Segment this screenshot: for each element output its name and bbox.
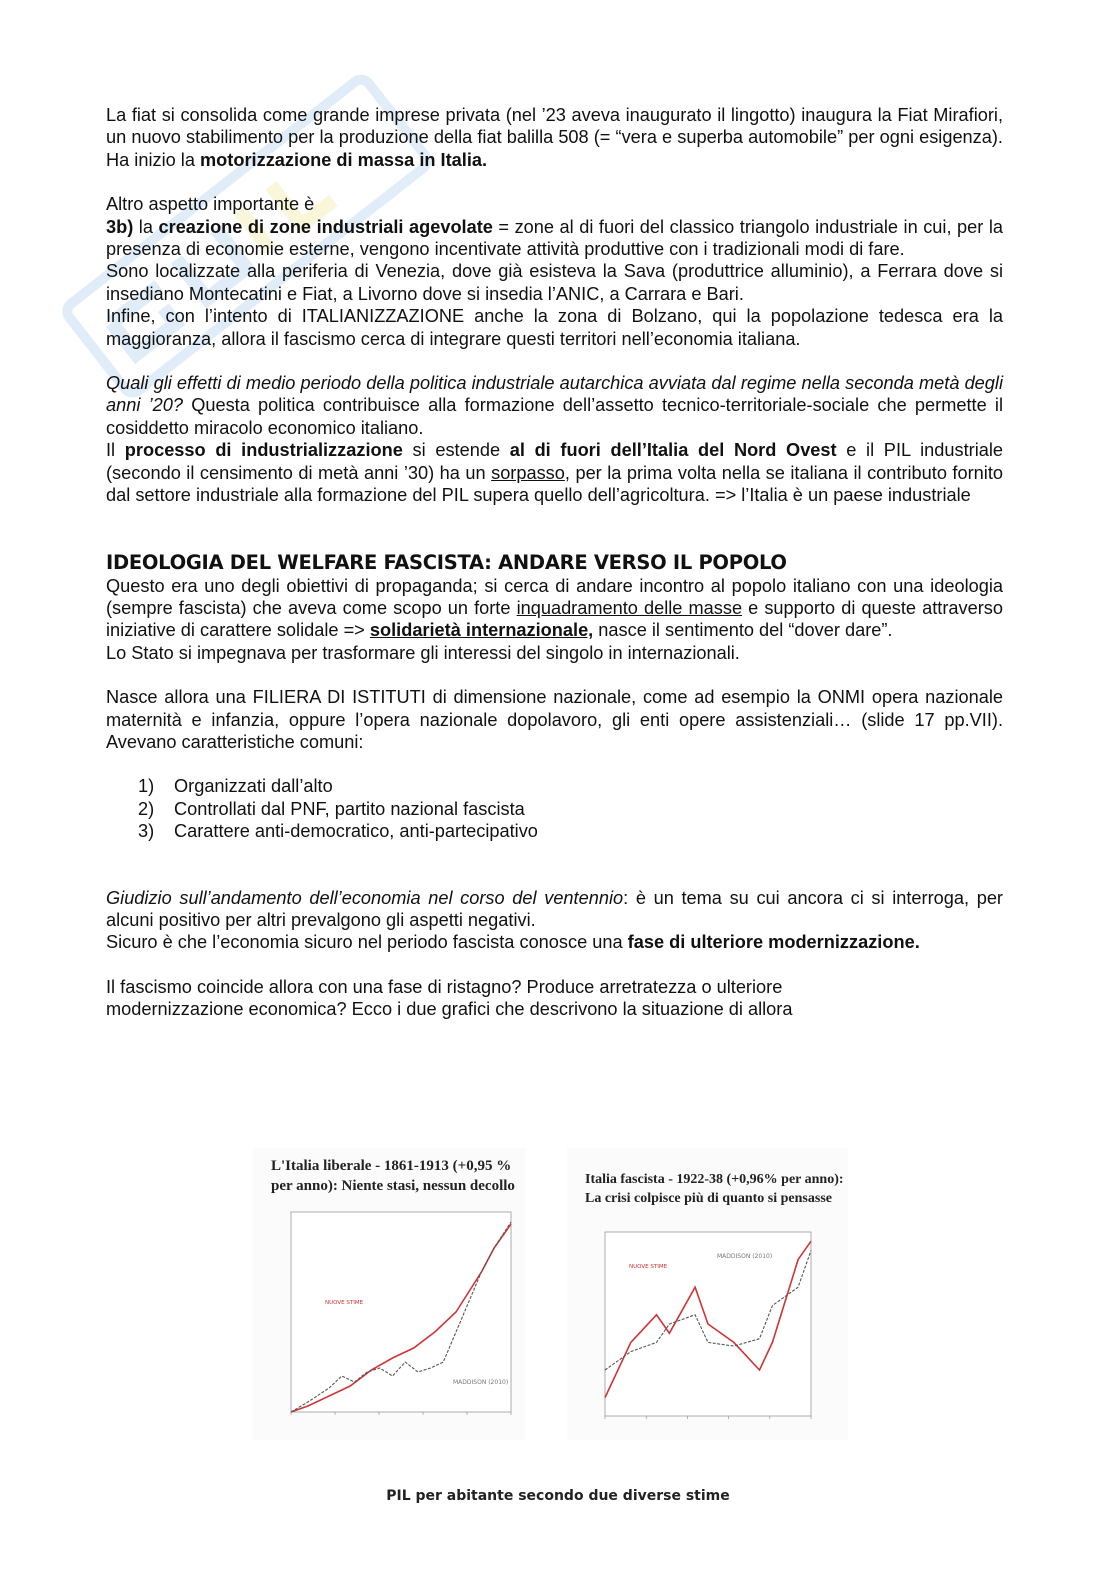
paragraph-propaganda: Questo era uno degli obiettivi di propaganda; si cerca di andare incontro al popolo italiano con una ideologia (sempre fascista) che aveva come scopo un forte inquadramento delle masse e supporto di queste attraverso iniziative di carattere solidale => solidarietà internazionale, nasce il sentimento del “dover dare”. [106, 575, 1003, 641]
paragraph-zone-industriali: 3b) la creazione di zone industriali agevolate = zone al di fuori del classico triangolo industriale in cui, per la presenza di economie esterne, vengono incentivate attività produttive con i tradizionali modi di fare. [106, 216, 1003, 260]
paragraph-modernizzazione: Sicuro è che l’economia sicuro nel periodo fascista conosce una fase di ulteriore modernizzazione. [106, 932, 920, 953]
characteristics-list [106, 775, 1003, 842]
gdp-figure [253, 1148, 848, 1440]
paragraph-italianizzazione: Infine, con l’intento di ITALIANIZZAZIONE anche la zona di Bolzano, qui la popolazione tedesca era la maggioranza, allora il fascismo cerca di integrare questi territori nell’economia italiana. [106, 306, 1003, 349]
paragraph-effetti: Quali gli effetti di medio periodo della politica industriale autarchica avviata dal regime nella seconda metà degli anni ’20? Questa politica contribuisce alla formazione dell’assetto tecnico-territoriale-sociale che permette il cosiddetto miracolo economico italiano. [106, 373, 1003, 438]
paragraph-localizzazione: Sono localizzate alla periferia di Venezia, dove già esisteva la Sava (produttrice alluminio), a Ferrara dove si insediano Montecatini e Fiat, a Livorno dove si insedia l’ANIC, a Carrara e Bari. [106, 261, 1003, 304]
annotation-nuove-stime: NUOVE STIME [325, 1300, 364, 1306]
paragraph-zone-line1: Altro aspetto importante è [106, 194, 315, 215]
paragraph-stato: Lo Stato si impegnava per trasformare gli interessi del singolo in internazionali. [106, 642, 740, 663]
section-heading: IDEOLOGIA DEL WELFARE FASCISTA: ANDARE VERSO IL POPOLO [106, 550, 787, 574]
document-body [106, 104, 1003, 1021]
chart-italia-liberale [253, 1148, 525, 1440]
paragraph-fiat: La fiat si consolida come grande imprese privata (nel ’23 aveva inaugurato il lingotto) inaugura la Fiat Mirafiori, un nuovo stabilimento per la produzione della fiat balilla 508 (= “vera e superba automobile” per ogni esigenza). Ha inizio la motorizzazione di massa in Italia. [106, 105, 1003, 170]
figure-caption: PIL per abitante secondo due diverse stime [386, 1488, 730, 1504]
chart-title: L'Italia liberale - 1861-1913 (+0,95 % per anno): Niente stasi, nessun decollo [271, 1158, 515, 1194]
chart-italia-fascista [567, 1148, 848, 1440]
paragraph-giudizio: Giudizio sull’andamento dell’economia nel corso del ventennio: è un tema su cui ancora ci si interroga, per alcuni positivo per altri prevalgono gli aspetti negativi. [106, 887, 1003, 930]
chart-plot-fascista [577, 1228, 839, 1436]
paragraph-ristagno-2: modernizzazione economica? Ecco i due grafici che descrivono la situazione di allora [106, 999, 793, 1020]
annotation-maddison: MADDISON (2010) [717, 1253, 773, 1260]
annotation-maddison: MADDISON (2010) [453, 1379, 509, 1386]
paragraph-filiera: Nasce allora una FILIERA DI ISTITUTI di dimensione nazionale, come ad esempio la ONMI opera nazionale maternità e infanzia, oppure l’opera nazionale dopolavoro, gli enti opere assistenziali… (slide 17 pp.VII). Avevano caratteristiche comuni: [106, 687, 1003, 752]
chart-plot-liberale [263, 1204, 525, 1436]
list-item: 2) Controllati dal PNF, partito nazional fascista [138, 798, 525, 819]
paragraph-ristagno-1: Il fascismo coincide allora con una fase di ristagno? Produce arretratezza o ulteriore [106, 976, 783, 997]
chart-title: Italia fascista - 1922-38 (+0,96% per anno): La crisi colpisce più di quanto si pensasse [585, 1172, 844, 1206]
annotation-nuove-stime: NUOVE STIME [629, 1264, 668, 1270]
paragraph-industrializzazione: Il processo di industrializzazione si estende al di fuori dell’Italia del Nord Ovest e il PIL industriale (secondo il censimento di metà anni ’30) ha un sorpasso, per la prima volta nella se italiana il contributo fornito dal settore industriale alla formazione del PIL supera quello dell’agricoltura. => l’Italia è un paese industriale [106, 440, 1004, 506]
list-item: 3) Carattere anti-democratico, anti-partecipativo [138, 821, 538, 842]
list-item: 1) Organizzati dall’alto [138, 776, 333, 797]
